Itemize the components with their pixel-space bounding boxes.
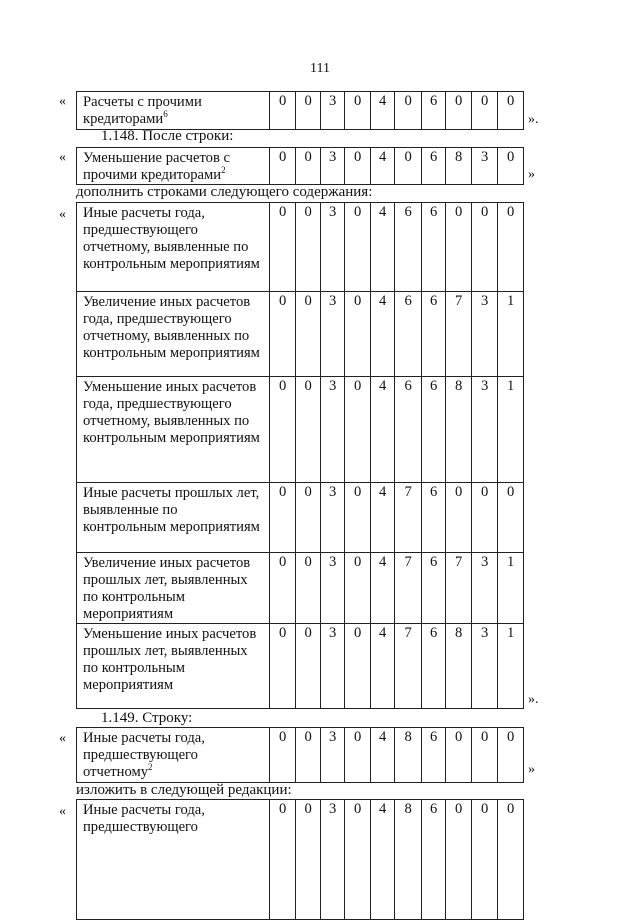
code-digit-cell: 8 — [395, 728, 422, 783]
code-digit-cell: 0 — [471, 92, 498, 130]
row-name-cell — [77, 483, 270, 553]
table-row — [77, 148, 524, 185]
code-digit-cell: 0 — [446, 800, 472, 920]
code-digit-cell: 3 — [320, 292, 344, 377]
table-row — [77, 553, 524, 624]
code-digit-cell: 1 — [498, 553, 524, 624]
code-digit-cell: 0 — [296, 292, 320, 377]
table-row — [77, 624, 524, 709]
code-digit-cell: 6 — [395, 377, 422, 483]
code-digit-cell: 4 — [370, 292, 394, 377]
row-name: Иные расчеты года, предшествующего отчетному — [83, 730, 205, 780]
code-digit-cell: 6 — [421, 203, 445, 292]
table-block-2 — [76, 147, 524, 185]
code-digit-cell: 0 — [345, 92, 371, 130]
code-digit-cell: 7 — [446, 292, 472, 377]
open-quote: « — [59, 804, 66, 819]
code-digit-cell: 0 — [269, 624, 296, 709]
code-digit-cell: 0 — [498, 148, 524, 185]
row-name-cell — [77, 292, 270, 377]
code-digit-cell: 6 — [421, 728, 445, 783]
code-digit-cell: 3 — [320, 624, 344, 709]
code-digit-cell: 0 — [269, 203, 296, 292]
code-digit-cell: 8 — [446, 148, 472, 185]
table-block-5 — [76, 799, 524, 920]
row-name-cell — [77, 377, 270, 483]
code-digit-cell: 0 — [345, 483, 371, 553]
open-quote: « — [59, 150, 66, 165]
table-row — [77, 92, 524, 130]
code-digit-cell: 0 — [269, 483, 296, 553]
paragraph-new-edition: изложить в следующей редакции: — [76, 782, 292, 798]
code-digit-cell: 0 — [345, 553, 371, 624]
code-digit-cell: 6 — [421, 483, 445, 553]
row-name: Уменьшение иных расчетов прошлых лет, выявленных по контрольным мероприятиям — [83, 626, 257, 693]
code-digit-cell: 0 — [395, 148, 422, 185]
code-digit-cell: 0 — [446, 728, 472, 783]
row-name: Иные расчеты прошлых лет, выявленные по контрольным мероприятиям — [83, 485, 260, 535]
code-digit-cell: 0 — [446, 203, 472, 292]
table-row — [77, 728, 524, 783]
code-digit-cell: 1 — [498, 624, 524, 709]
table-row — [77, 800, 524, 920]
code-digit-cell: 0 — [296, 92, 320, 130]
code-digit-cell: 4 — [370, 624, 394, 709]
code-digit-cell: 8 — [446, 624, 472, 709]
code-digit-cell: 0 — [345, 800, 371, 920]
row-name: Уменьшение иных расчетов года, предшествующего отчетному, выявленных по контрольным мероприятиям — [83, 379, 260, 446]
code-digit-cell: 6 — [421, 800, 445, 920]
row-name: Увеличение иных расчетов года, предшествующего отчетному, выявленных по контрольным мероприятиям — [83, 294, 260, 361]
code-digit-cell: 3 — [471, 148, 498, 185]
row-name: Иные расчеты года, предшествующего отчетному, выявленные по контрольным мероприятиям — [83, 205, 260, 272]
row-name-cell — [77, 203, 270, 292]
row-name-cell — [77, 553, 270, 624]
code-digit-cell: 1 — [498, 377, 524, 483]
table-row — [77, 377, 524, 483]
open-quote: « — [59, 94, 66, 109]
code-digit-cell: 0 — [446, 92, 472, 130]
code-digit-cell: 0 — [296, 553, 320, 624]
code-digit-cell: 0 — [269, 292, 296, 377]
code-digit-cell: 6 — [421, 148, 445, 185]
code-digit-cell: 3 — [320, 203, 344, 292]
code-digit-cell: 3 — [320, 377, 344, 483]
table-row — [77, 203, 524, 292]
code-digit-cell: 0 — [296, 728, 320, 783]
code-digit-cell: 0 — [446, 483, 472, 553]
row-name: Уменьшение расчетов с прочими кредиторами — [83, 150, 230, 183]
code-digit-cell: 0 — [296, 800, 320, 920]
code-digit-cell: 6 — [421, 553, 445, 624]
code-digit-cell: 0 — [345, 624, 371, 709]
close-quote: » — [528, 167, 535, 182]
code-digit-cell: 0 — [345, 377, 371, 483]
code-digit-cell: 3 — [471, 377, 498, 483]
footnote-mark: 2 — [221, 165, 226, 176]
code-digit-cell: 6 — [395, 292, 422, 377]
code-digit-cell: 4 — [370, 377, 394, 483]
paragraph-1149: 1.149. Строку: — [101, 710, 193, 726]
code-digit-cell: 0 — [345, 292, 371, 377]
code-digit-cell: 7 — [395, 553, 422, 624]
code-digit-cell: 0 — [269, 148, 296, 185]
code-digit-cell: 4 — [370, 92, 394, 130]
code-digit-cell: 3 — [320, 728, 344, 783]
code-digit-cell: 0 — [269, 377, 296, 483]
open-quote: « — [59, 731, 66, 746]
code-digit-cell: 6 — [395, 203, 422, 292]
code-digit-cell: 3 — [471, 553, 498, 624]
code-digit-cell: 3 — [320, 483, 344, 553]
page-number: 111 — [310, 61, 330, 76]
code-digit-cell: 4 — [370, 553, 394, 624]
code-digit-cell: 4 — [370, 728, 394, 783]
close-quote: ». — [528, 112, 539, 127]
code-digit-cell: 3 — [320, 92, 344, 130]
code-digit-cell: 0 — [471, 203, 498, 292]
row-name: Иные расчеты года, предшествующего — [83, 802, 205, 835]
code-digit-cell: 0 — [296, 483, 320, 553]
code-digit-cell: 0 — [269, 800, 296, 920]
code-digit-cell: 0 — [498, 92, 524, 130]
code-digit-cell: 0 — [345, 728, 371, 783]
code-digit-cell: 0 — [498, 728, 524, 783]
code-digit-cell: 7 — [395, 483, 422, 553]
code-digit-cell: 3 — [471, 624, 498, 709]
close-quote: ». — [528, 692, 539, 707]
close-quote: » — [528, 762, 535, 777]
code-digit-cell: 4 — [370, 483, 394, 553]
code-digit-cell: 0 — [498, 203, 524, 292]
paragraph-1148: 1.148. После строки: — [101, 128, 234, 144]
code-digit-cell: 6 — [421, 292, 445, 377]
row-name: Увеличение иных расчетов прошлых лет, выявленных по контрольным мероприятиям — [83, 555, 251, 622]
table-block-4 — [76, 727, 524, 783]
code-digit-cell: 3 — [320, 553, 344, 624]
table-block-1 — [76, 91, 524, 130]
code-digit-cell: 0 — [471, 800, 498, 920]
code-digit-cell: 7 — [446, 553, 472, 624]
code-digit-cell: 0 — [345, 203, 371, 292]
code-digit-cell: 0 — [471, 483, 498, 553]
code-digit-cell: 7 — [395, 624, 422, 709]
row-name-cell — [77, 92, 270, 130]
row-name-cell — [77, 800, 270, 920]
code-digit-cell: 6 — [421, 92, 445, 130]
code-digit-cell: 0 — [269, 92, 296, 130]
open-quote: « — [59, 207, 66, 222]
table-block-3 — [76, 202, 524, 709]
code-digit-cell: 0 — [345, 148, 371, 185]
code-digit-cell: 0 — [296, 148, 320, 185]
code-digit-cell: 0 — [296, 624, 320, 709]
code-digit-cell: 4 — [370, 800, 394, 920]
row-name: Расчеты с прочими кредиторами — [83, 94, 202, 127]
footnote-mark: 6 — [163, 109, 168, 120]
table-row — [77, 292, 524, 377]
code-digit-cell: 6 — [421, 377, 445, 483]
code-digit-cell: 3 — [320, 148, 344, 185]
footnote-mark: 2 — [148, 762, 153, 773]
code-digit-cell: 0 — [498, 800, 524, 920]
row-name-cell — [77, 148, 270, 185]
code-digit-cell: 0 — [296, 377, 320, 483]
code-digit-cell: 3 — [471, 292, 498, 377]
code-digit-cell: 6 — [421, 624, 445, 709]
code-digit-cell: 0 — [498, 483, 524, 553]
code-digit-cell: 0 — [296, 203, 320, 292]
code-digit-cell: 0 — [395, 92, 422, 130]
code-digit-cell: 0 — [269, 728, 296, 783]
code-digit-cell: 8 — [446, 377, 472, 483]
table-row — [77, 483, 524, 553]
code-digit-cell: 4 — [370, 203, 394, 292]
code-digit-cell: 0 — [269, 553, 296, 624]
code-digit-cell: 3 — [320, 800, 344, 920]
paragraph-add-rows: дополнить строками следующего содержания: — [76, 184, 373, 200]
row-name-cell — [77, 624, 270, 709]
code-digit-cell: 1 — [498, 292, 524, 377]
code-digit-cell: 0 — [471, 728, 498, 783]
code-digit-cell: 4 — [370, 148, 394, 185]
code-digit-cell: 8 — [395, 800, 422, 920]
row-name-cell — [77, 728, 270, 783]
